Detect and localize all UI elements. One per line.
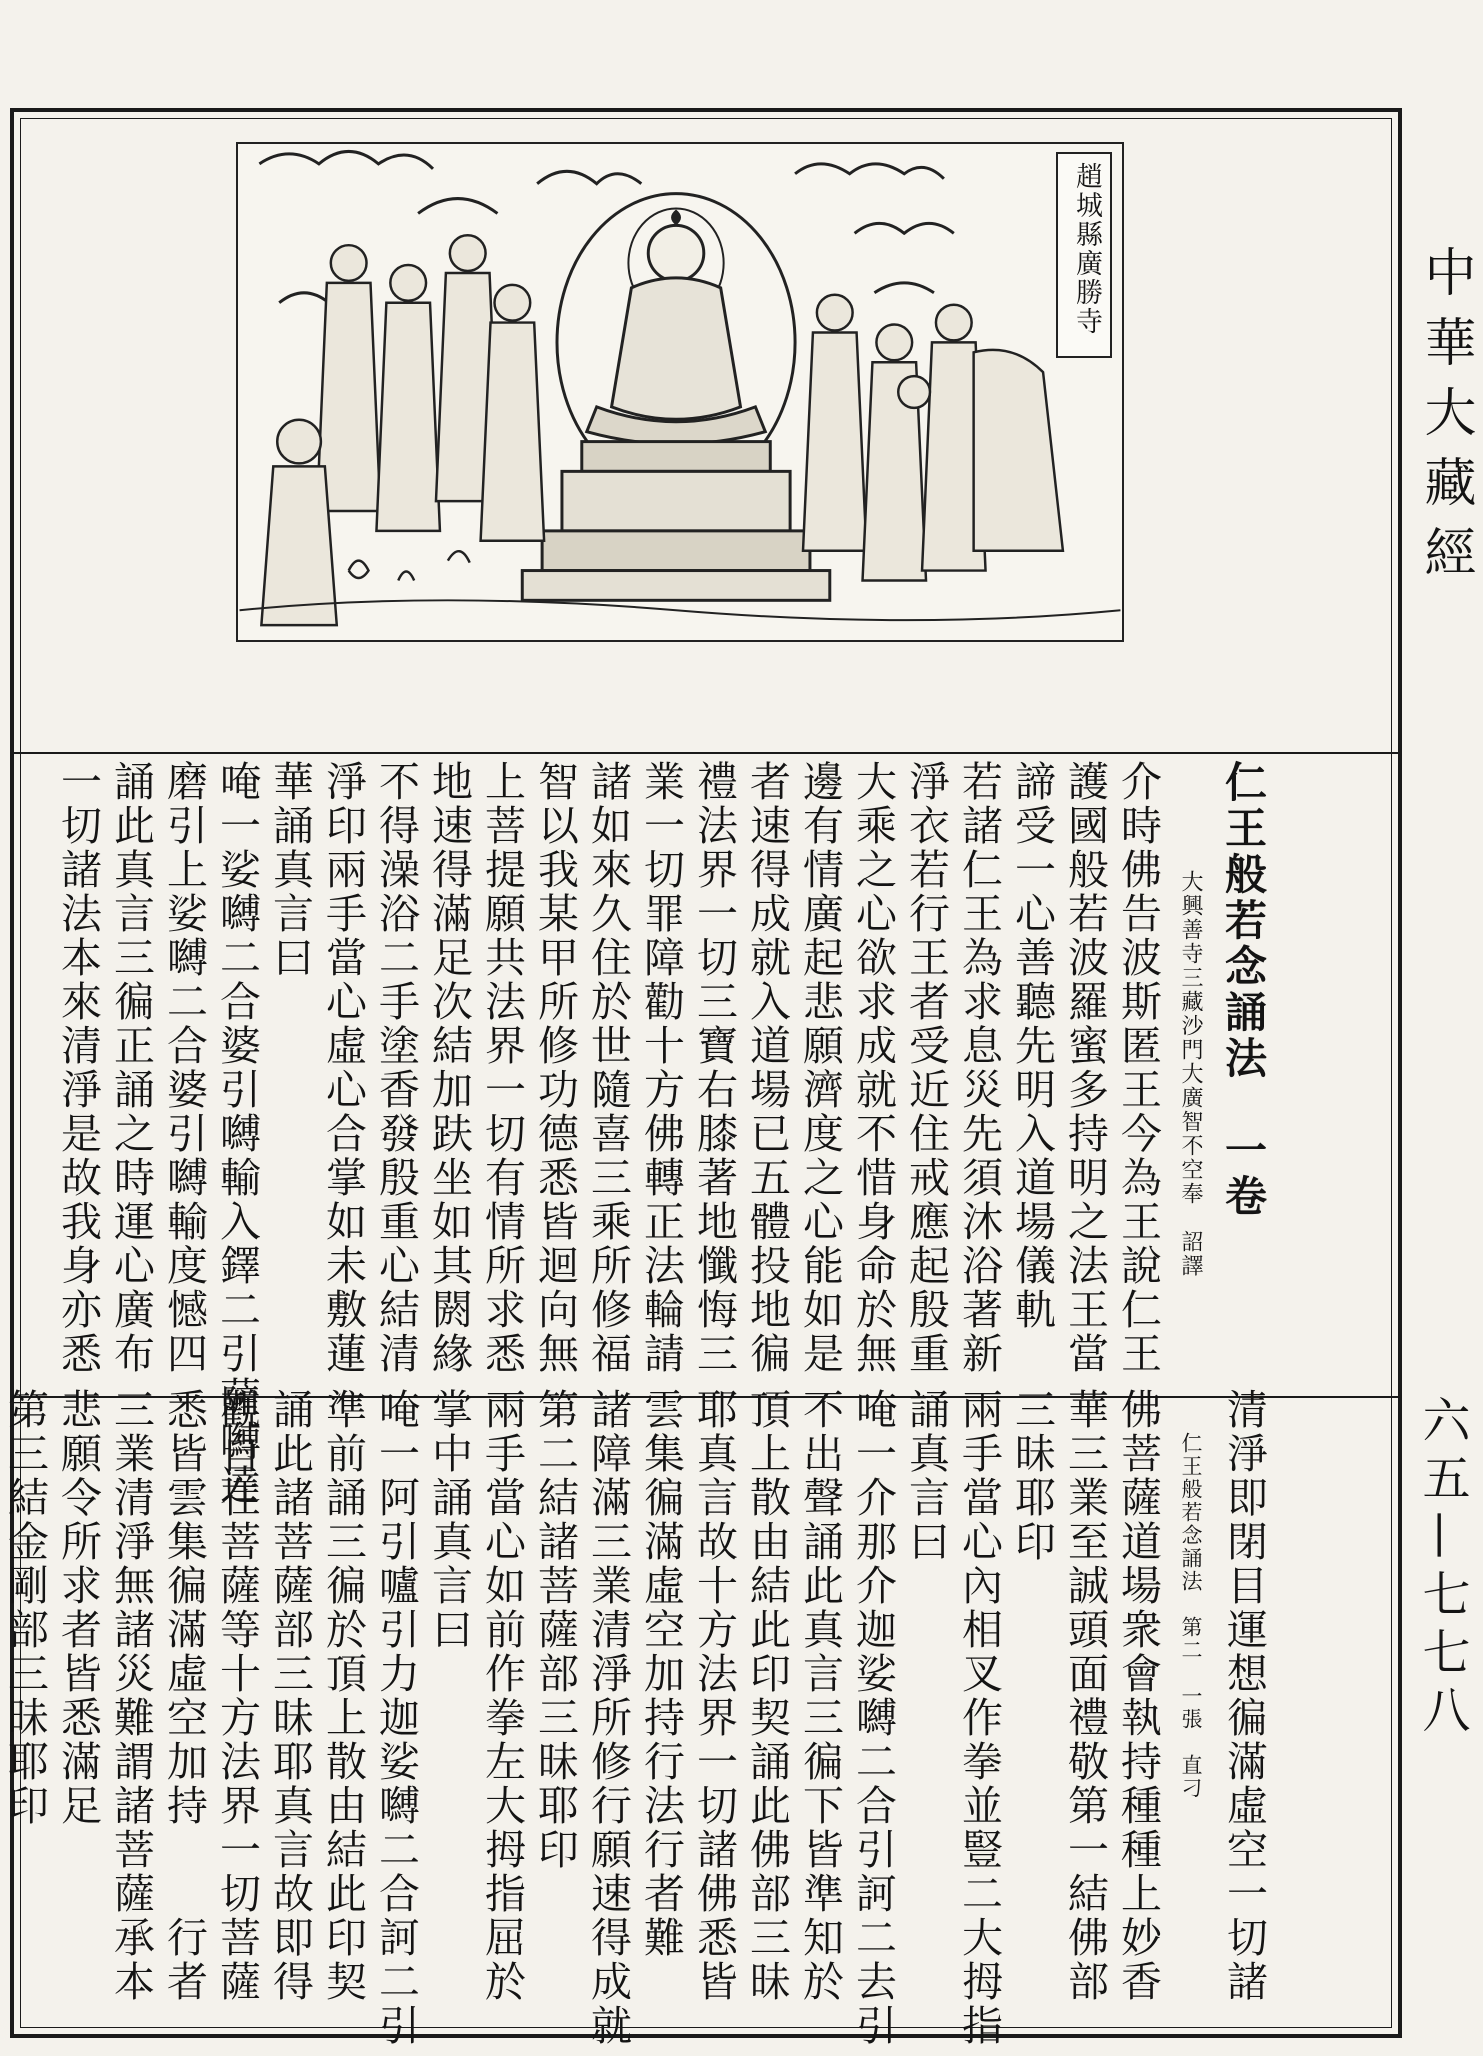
text-line: 誦此諸菩薩部三昧耶真言故即得 xyxy=(266,1388,314,2004)
mantra-line: 唵一娑嚩二合婆引嚩輸入鐸二引薩嚩達 xyxy=(213,760,261,1508)
text-line: 不出聲誦此真言三徧下皆準知於 xyxy=(796,1388,844,2004)
text-line: 準前誦三徧於頂上散由結此印契 xyxy=(319,1388,367,2004)
divider-top xyxy=(14,752,1398,754)
text-line: 悉皆雲集徧滿虛空加持 行者 xyxy=(160,1388,208,2004)
scripture-title: 仁王般若念誦法 一卷 xyxy=(1219,760,1268,1220)
text-line: 兩手當心內相叉作拳並豎二大拇指 xyxy=(955,1388,1003,2048)
text-line: 三業清淨無諸災難謂諸菩薩承本 xyxy=(107,1388,155,2004)
text-line: 觀自在菩薩等十方法界一切菩薩 xyxy=(213,1388,261,2004)
text-line: 諸如來久住於世隨喜三乘所修福 xyxy=(584,760,632,1376)
text-line: 上菩提願共法界一切有情所求悉 xyxy=(478,760,526,1376)
text-line: 清淨即閉目運想徧滿虛空一切諸 xyxy=(1220,1388,1268,2004)
translator-byline: 大興善寺三藏沙門大廣智不空奉 詔譯 xyxy=(1178,870,1203,1278)
section-heading: 第二結諸菩薩部三昧耶印 xyxy=(531,1388,579,1872)
text-line: 華誦真言曰 xyxy=(266,760,314,980)
text-line: 智以我某甲所修功德悉皆迴向無 xyxy=(531,760,579,1376)
mantra-line: 唵一介那介迦娑嚩二合引訶二去引 xyxy=(849,1388,897,2048)
text-line: 地速得滿足次結加趺坐如其閼緣 xyxy=(425,760,473,1376)
illustration-caption: 趙城縣廣勝寺 xyxy=(1056,152,1112,358)
woodblock-illustration xyxy=(236,142,1124,642)
text-line: 諸障滿三業清淨所修行願速得成就 xyxy=(584,1388,632,2048)
collection-title: 中華大藏經 xyxy=(1415,245,1475,595)
text-line: 華三業至誠頭面禮敬第一結佛部 xyxy=(1061,1388,1109,2004)
text-line: 兩手當心如前作拳左大拇指屈於 xyxy=(478,1388,526,2004)
text-line: 若諸仁王為求息災先須沐浴著新 xyxy=(955,760,1003,1376)
page-number: 六五—七七八 xyxy=(1414,1395,1470,1743)
text-line: 佛菩薩道場衆會執持種種上妙香 xyxy=(1114,1388,1162,2004)
text-line: 邊有情廣起悲願濟度之心能如是 xyxy=(796,760,844,1376)
text-line: 護國般若波羅蜜多持明之法王當 xyxy=(1061,760,1109,1376)
text-line: 淨衣若行王者受近住戒應起殷重 xyxy=(902,760,950,1376)
running-head: 仁王般若念誦法 第二 一張 直刁 xyxy=(1179,1432,1203,1800)
mantra-line: 磨引上娑嚩二合婆引嚩輸度憾四 xyxy=(160,760,208,1376)
text-line: 淨印兩手當心虛心合掌如未敷蓮 xyxy=(319,760,367,1376)
text-line: 大乘之心欲求成就不惜身命於無 xyxy=(849,760,897,1376)
text-line: 業一切罪障勸十方佛轉正法輪請 xyxy=(637,760,685,1376)
text-line: 禮法界一切三寶右膝著地懺悔三 xyxy=(690,760,738,1376)
buddha-assembly-image xyxy=(238,144,1122,640)
section-heading: 第三結金剛部三昧耶印 xyxy=(1,1388,49,1828)
text-line: 誦此真言三徧正誦之時運心廣布 xyxy=(107,760,155,1376)
text-line: 掌中誦真言曰 xyxy=(425,1388,473,1652)
text-line: 誦真言曰 xyxy=(902,1388,950,1564)
text-panel-lower xyxy=(1,1388,1270,2048)
text-line: 不得澡浴二手塗香發殷重心結清 xyxy=(372,760,420,1376)
mantra-line: 唵一阿引嚧引力迦娑嚩二合訶二引 xyxy=(372,1388,420,2048)
text-line: 頂上散由結此印契誦此佛部三昧 xyxy=(743,1388,791,2004)
text-line: 雲集徧滿虛空加持行法行者難 xyxy=(637,1388,685,1960)
text-line: 悲願令所求者皆悉滿足 xyxy=(54,1388,102,1828)
text-line: 介時佛告波斯匿王今為王說仁王 xyxy=(1114,760,1162,1376)
text-line: 一切諸法本來清淨是故我身亦悉 xyxy=(54,760,102,1376)
text-line: 耶真言故十方法界一切諸佛悉皆 xyxy=(690,1388,738,2004)
text-line: 者速得成就入道場已五體投地徧 xyxy=(743,760,791,1376)
text-line: 諦受一心善聽先明入道場儀軌 xyxy=(1008,760,1056,1332)
text-line: 三昧耶印 xyxy=(1008,1388,1056,1564)
